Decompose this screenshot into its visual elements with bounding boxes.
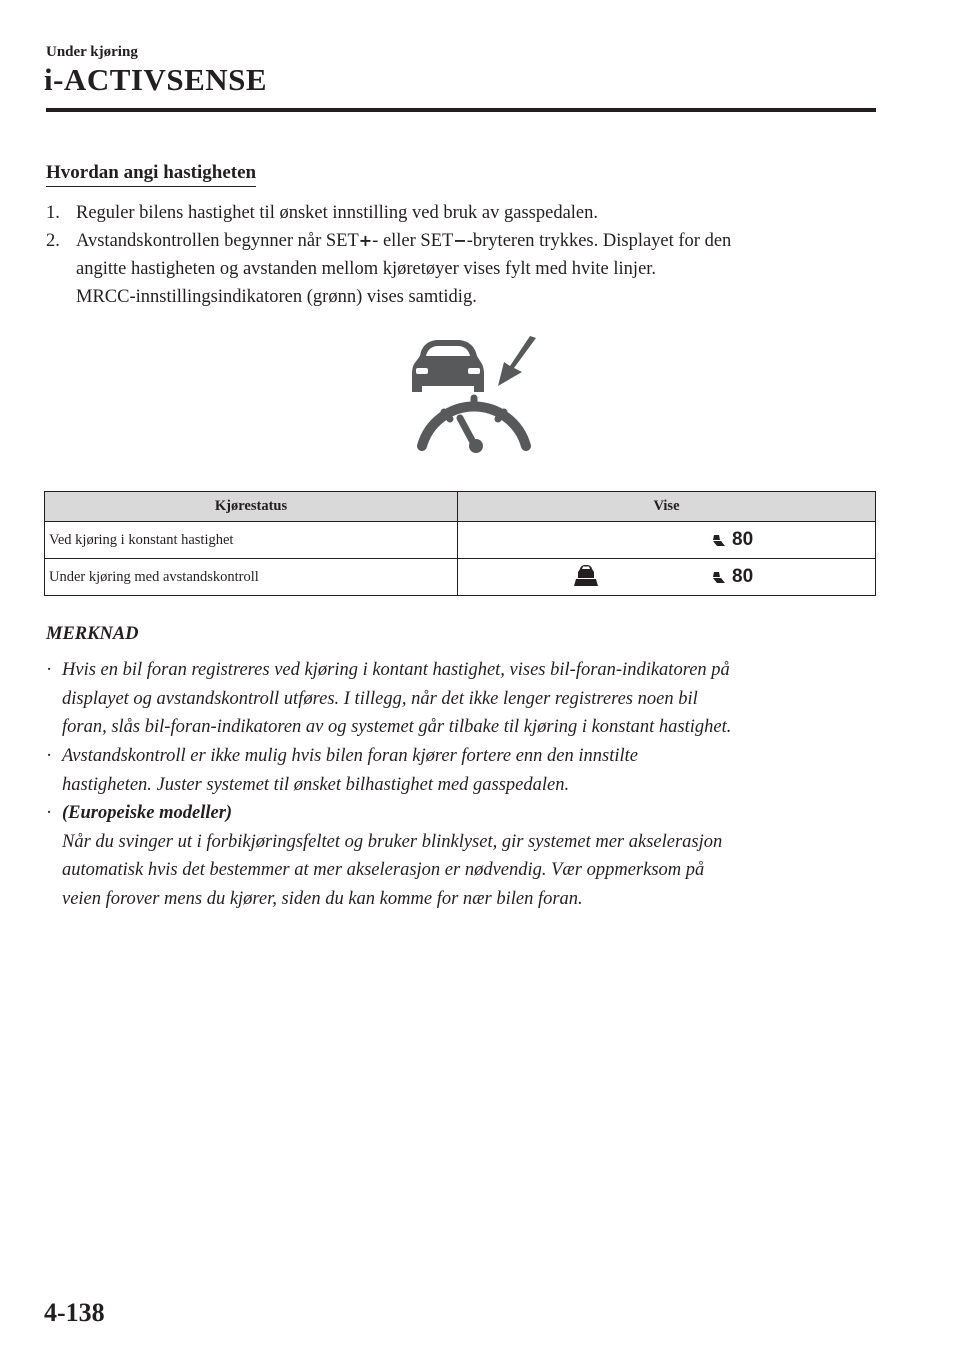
note-line: automatisk hvis det bestemmer at mer akselerasjon er nødvendig. Vær oppmerksom på [62,860,705,881]
vehicle-distance-icon [712,570,726,584]
table-row [45,559,876,596]
note-heading: (Europeiske modeller) [62,803,233,823]
set-speed-value: 80 [732,566,754,587]
step-2-line-2: angitte hastigheten og avstanden mellom kjøretøyer vises fylt med hvite linjer. [76,259,657,279]
step-number: 1. [46,203,60,223]
page-number: 4-138 [44,1298,105,1327]
note-line: hastigheten. Juster systemet til ønsket bilhastighet med gasspedalen. [62,774,570,795]
bullet: · [46,660,53,680]
step-text: - eller SET [372,231,454,251]
step-number: 2. [46,231,60,251]
header-divider [46,108,876,112]
bullet: · [46,803,53,823]
note-line: Når du svinger ut i forbikjøringsfeltet og bruker blinklyset, gir systemet mer akselerasjon [62,831,723,852]
step-text: Avstandskontrollen begynner når SET [76,231,359,251]
step-1 [46,199,598,227]
column-header: Vise [458,492,876,522]
note-line: foran, slås bil-foran-indikatoren av og systemet går tilbake til kjøring i konstant hastighet. [62,717,732,738]
status-cell: Ved kjøring i konstant hastighet [45,522,458,559]
column-header: Kjørestatus [45,492,458,522]
subheading: Hvordan angi hastigheten [46,162,256,187]
set-speed-value: 80 [732,529,754,550]
chapter-title: Under kjøring [46,44,138,60]
vehicle-distance-icon [712,533,726,547]
step-text: -bryteren trykkes. Displayet for den [466,231,732,251]
status-cell: Under kjøring med avstandskontroll [45,559,458,596]
note-title: MERKNAD [46,624,139,644]
step-text: Reguler bilens hastighet til ønsket innstilling ved bruk av gasspedalen. [76,203,599,223]
note-line: Hvis en bil foran registreres ved kjøring i kontant hastighet, vises bil-foran-indikatoren på [62,660,730,680]
note-line: Avstandskontroll er ikke mulig hvis bilen foran kjører fortere enn den innstilte [62,746,638,766]
section-title: i-ACTIVSENSE [44,62,268,97]
minus-symbol: − [453,231,467,250]
step-2 [46,227,731,255]
note-line: veien forover mens du kjører, siden du kan komme for nær bilen foran. [62,888,583,909]
mrcc-setting-indicator-icon [398,334,548,458]
display-cell [458,559,876,596]
table-header-row [45,492,876,522]
status-table [44,491,876,596]
step-2-line-3: MRCC-innstillingsindikatoren (grønn) vises samtidig. [76,287,477,307]
display-cell [458,522,876,559]
bullet: · [46,746,53,766]
vehicle-ahead-icon [574,563,598,587]
note-line: displayet og avstandskontroll utføres. I tillegg, når det ikke lenger registreres noen bil [62,688,698,709]
plus-symbol: + [358,231,373,250]
table-row [45,522,876,559]
